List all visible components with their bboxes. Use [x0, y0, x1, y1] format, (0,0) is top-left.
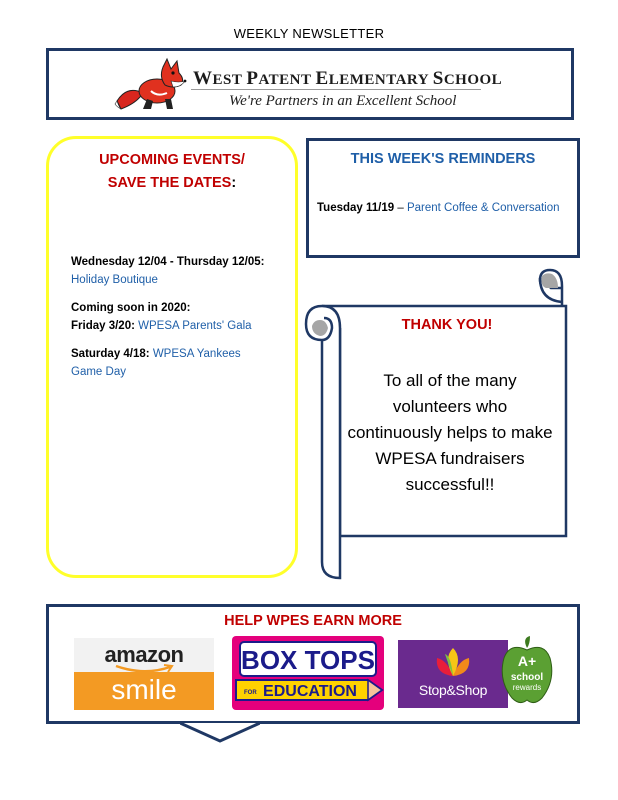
event-item: Saturday 4/18: WPESA Yankees Game Day [71, 348, 241, 378]
fox-mascot-icon [111, 57, 191, 113]
smile-wordmark: smile [74, 672, 214, 710]
panel-pointer [180, 721, 260, 743]
event-item: Coming soon in 2020: Friday 3/20: WPESA Parents' Gala [71, 302, 252, 332]
stop-shop-flower-icon [431, 646, 475, 680]
upcoming-events-heading: UPCOMING EVENTS/ SAVE THE DATES: [99, 152, 245, 191]
thank-you-heading: THANK YOU! [401, 317, 493, 333]
aplus-mark: A+ [517, 653, 537, 669]
school-banner [46, 48, 574, 120]
aplus-rewards: rewards [512, 683, 542, 692]
school-name: WEST PATENT ELEMENTARY SCHOOL [193, 68, 503, 89]
boxtops-education: EDUCATION [263, 683, 357, 700]
banner-divider [191, 89, 481, 90]
boxtops-for: FOR [244, 690, 257, 696]
reminder-item: Tuesday 11/19 – Parent Coffee & Conversation [317, 202, 560, 214]
box-tops-logo[interactable] [230, 634, 386, 712]
help-earn-heading: HELP WPES EARN MORE [224, 613, 402, 629]
thank-you-message: To all of the many volunteers who continuously helps to make WPESA fundraisers successful!! [347, 371, 553, 494]
school-tagline: We're Partners in an Excellent School [229, 93, 457, 109]
aplus-school: school [510, 672, 544, 683]
apple-icon[interactable] [500, 636, 554, 706]
amazon-wordmark: amazon [104, 642, 184, 667]
event-item: Wednesday 12/04 - Thursday 12/05: Holiday Boutique [71, 256, 265, 286]
stop-shop-wordmark: Stop&Shop [418, 682, 488, 698]
stop-and-shop-logo[interactable] [398, 640, 508, 708]
boxtops-title: BOX TOPS [241, 645, 375, 675]
reminders-heading: THIS WEEK'S REMINDERS [350, 151, 536, 167]
newsletter-title: WEEKLY NEWSLETTER [233, 26, 385, 41]
reminders-panel [306, 138, 580, 258]
upcoming-events-panel [46, 136, 298, 578]
amazon-smile-logo[interactable] [74, 638, 214, 710]
